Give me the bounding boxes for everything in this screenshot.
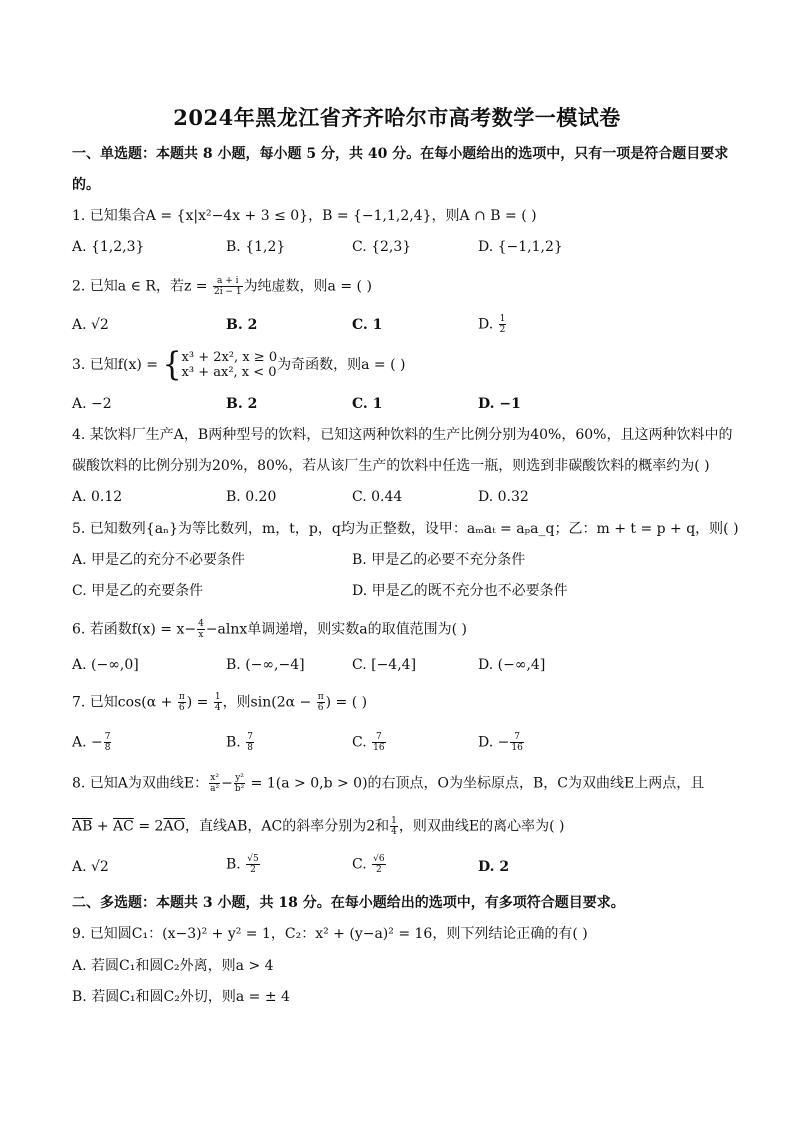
question-5-stem: 5. 已知数列{aₙ}为等比数列，m，t，p，q均为正整数，设甲：aₘaₜ = aₚa_q；乙：m + t = p + q，则( ) bbox=[72, 521, 739, 537]
q4-option-d: D. 0.32 bbox=[478, 489, 529, 505]
page-title: 2024年黑龙江省齐齐哈尔市高考数学一模试卷 bbox=[173, 105, 621, 130]
q6-option-d: D. (−∞,4] bbox=[478, 657, 546, 673]
q5-option-d: D. 甲是乙的既不充分也不必要条件 bbox=[352, 583, 568, 599]
question-8-stem: 8. 已知A为双曲线E： $\frac{\text{x²}}{\text{a²}}$ − $\frac{\text{y²}}{\text{b²}}$ = 1(a > 0,b > 0)的右顶点，O为坐标原点，B，C为双曲线E上两点，且 bbox=[72, 773, 705, 794]
question-6-stem: 6. 若函数f(x) = x− $\frac{4}{x}$ −alnx单调递增，则实数a的取值范围为( ) bbox=[72, 619, 467, 640]
q1-option-a: A. {1,2,3} bbox=[72, 239, 145, 255]
section-heading: 一、单选题：本题共 8 小题，每小题 5 分，共 40 分。在每小题给出的选项中，只有一项是符合题目要求 bbox=[72, 146, 729, 162]
q8-option-d: D. 2 bbox=[478, 859, 510, 875]
q1-option-c: C. {2,3} bbox=[352, 239, 412, 255]
section-heading-cont: 的。 bbox=[72, 177, 100, 193]
q4-option-c: C. 0.44 bbox=[352, 489, 403, 505]
q6-option-b: B. (−∞,−4] bbox=[226, 657, 305, 673]
q2-option-c: C. 1 bbox=[352, 317, 383, 333]
q7-option-b: B. $\frac{7}{8}$ bbox=[226, 732, 253, 753]
question-4-stem-cont: 碳酸饮料的比例分别为20%，80%，若从该厂生产的饮料中任选一瓶，则选到非碳酸饮料的概率约为( ) bbox=[72, 458, 710, 474]
q1-option-d: D. {−1,1,2} bbox=[478, 239, 563, 255]
q6-option-c: C. [−4,4] bbox=[352, 657, 417, 673]
q9-option-a: A. 若圆C₁和圆C₂外离，则a > 4 bbox=[72, 958, 274, 974]
q2-option-b: B. 2 bbox=[226, 317, 258, 333]
q1-option-b: B. {1,2} bbox=[226, 239, 286, 255]
q2-option-d: D. $\frac{1}{2}$ bbox=[478, 314, 506, 335]
q7-option-d: D. − $\frac{7}{16}$ bbox=[478, 732, 523, 753]
fraction: $\frac{a + i}{2i - 1}$ bbox=[213, 276, 242, 297]
q4-option-b: B. 0.20 bbox=[226, 489, 277, 505]
q5-option-b: B. 甲是乙的必要不充分条件 bbox=[352, 552, 526, 568]
q7-option-a: A. − $\frac{7}{8}$ bbox=[72, 732, 111, 753]
question-8-stem-cont: $\overline{AB} + \overline{AC} = 2\overline{AO}$，直线AB，AC的斜率分别为2和 $\frac{1}{4}$ ，则双曲线E的离心率为( ) bbox=[72, 816, 565, 837]
q8-option-b: B. $\frac{√5}{2}$ bbox=[226, 854, 259, 875]
q3-option-d: D. −1 bbox=[478, 396, 521, 412]
section-2-heading: 二、多选题：本题共 3 小题，共 18 分。在每小题给出的选项中，有多项符合题目要求。 bbox=[72, 895, 625, 911]
q3-option-b: B. 2 bbox=[226, 396, 258, 412]
q3-option-a: A. −2 bbox=[72, 396, 112, 412]
question-3-stem: 3. 已知f(x) = { x³ + 2x², x ≥ 0 x³ + ax², x < 0 为奇函数，则a = ( ) bbox=[72, 345, 406, 384]
q4-option-a: A. 0.12 bbox=[72, 489, 123, 505]
q2-option-a: A. √2 bbox=[72, 317, 109, 333]
q5-option-c: C. 甲是乙的充要条件 bbox=[72, 583, 204, 599]
q8-option-c: C. $\frac{√6}{2}$ bbox=[352, 854, 385, 875]
question-1-stem: 1. 已知集合A = {x|x²−4x + 3 ≤ 0}，B = {−1,1,2,4}，则A ∩ B = ( ) bbox=[72, 208, 537, 224]
question-7-stem: 7. 已知cos(α + $\frac{\pi}{6}$ ) = $\frac{1}{4}$ ，则sin(2α − $\frac{\pi}{6}$ ) = ( ) bbox=[72, 692, 368, 713]
question-9-stem: 9. 已知圆C₁：(x−3)² + y² = 1，C₂：x² + (y−a)² = 16，则下列结论正确的有( ) bbox=[72, 926, 588, 942]
question-4-stem: 4. 某饮料厂生产A，B两种型号的饮料，已知这两种饮料的生产比例分别为40%，60%，且这两种饮料中的 bbox=[72, 427, 733, 443]
q6-option-a: A. (−∞,0] bbox=[72, 657, 139, 673]
q9-option-b: B. 若圆C₁和圆C₂外切，则a = ± 4 bbox=[72, 989, 290, 1005]
q5-option-a: A. 甲是乙的充分不必要条件 bbox=[72, 552, 246, 568]
q7-option-c: C. $\frac{7}{16}$ bbox=[352, 732, 385, 753]
q8-option-a: A. √2 bbox=[72, 859, 109, 875]
question-2-stem: 2. 已知a ∈ R，若z = $\frac{a + i}{2i - 1}$ 为纯虚数，则a = ( ) bbox=[72, 276, 372, 297]
q3-option-c: C. 1 bbox=[352, 396, 383, 412]
